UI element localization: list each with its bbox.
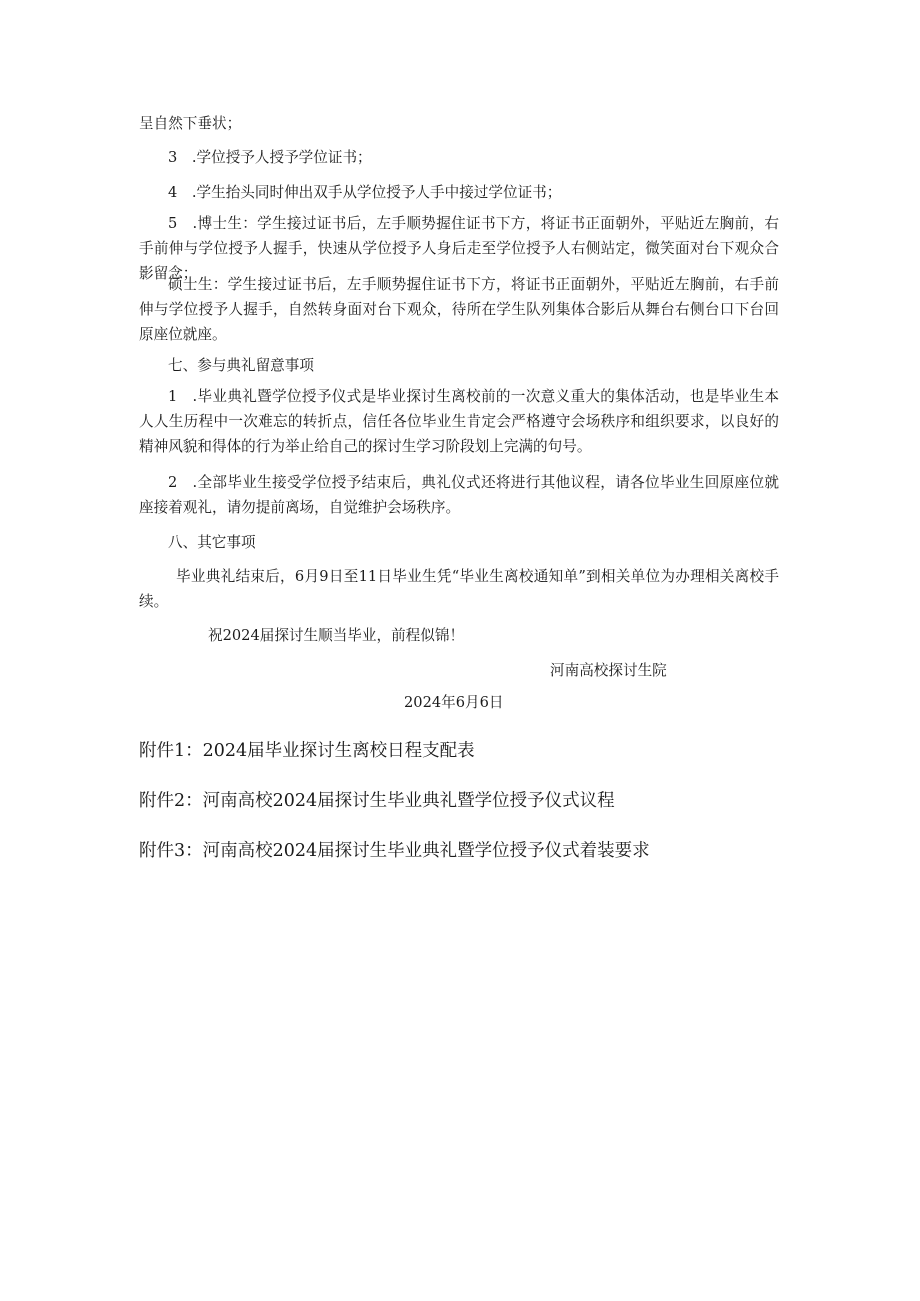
closing-wish: 祝2024届探讨生顺当毕业，前程似锦！: [208, 627, 465, 644]
masters-paragraph: 硕士生：学生接过证书后，左手顺势握住证书下方，将证书正面朝外，平贴近左胸前，右手前伸与学位授予人握手，自然转身面对台下观众，待所在学生队列集体合影后从舞台右侧台口下台回原座位就座。: [139, 276, 779, 343]
attachment-3: 附件3：河南高校2024届探讨生毕业典礼暨学位授予仪式着装要求: [139, 841, 650, 861]
signature-organization: 河南高校探讨生院: [550, 662, 667, 679]
section-8-heading: 八、其它事项: [168, 534, 256, 551]
section-7-item-2: 2 .全部毕业生接受学位授予结束后，典礼仪式还将进行其他议程，请各位毕业生回原座位就座接着观礼，请勿提前离场，自觉维护会场秩序。: [139, 474, 779, 516]
section-7-heading: 七、参与典礼留意事项: [168, 357, 314, 374]
list-item-3: 3 .学位授予人授予学位证书；: [168, 149, 372, 166]
list-item-4: 4 .学生抬头同时伸出双手从学位授予人手中接过学位证书；: [168, 184, 562, 201]
list-item-5-doctoral: 5 .博士生：学生接过证书后，左手顺势握住证书下方，将证书正面朝外，平贴近左胸前，右手前伸与学位授予人握手，快速从学位授予人身后走至学位授予人右侧站定，微笑面对台下观众合影留念；: [139, 215, 779, 282]
attachment-2: 附件2：河南高校2024届探讨生毕业典礼暨学位授予仪式议程: [139, 791, 615, 811]
section-8-paragraph: 毕业典礼结束后，6月9日至11日毕业生凭“毕业生离校通知单”到相关单位为办理相关离校手续。: [139, 568, 779, 610]
continued-text-line: 呈自然下垂状；: [139, 115, 242, 132]
attachment-1: 附件1：2024届毕业探讨生离校日程支配表: [139, 741, 475, 761]
section-7-item-1: 1 .毕业典礼暨学位授予仪式是毕业探讨生离校前的一次意义重大的集体活动，也是毕业生本人人生历程中一次难忘的转折点，信任各位毕业生肯定会严格遵守会场秩序和组织要求，以良好的精神风貌和得体的行为举止给自己的探讨生学习阶段划上完满的句号。: [139, 388, 779, 455]
signature-date: 2024年6月6日: [404, 694, 504, 711]
